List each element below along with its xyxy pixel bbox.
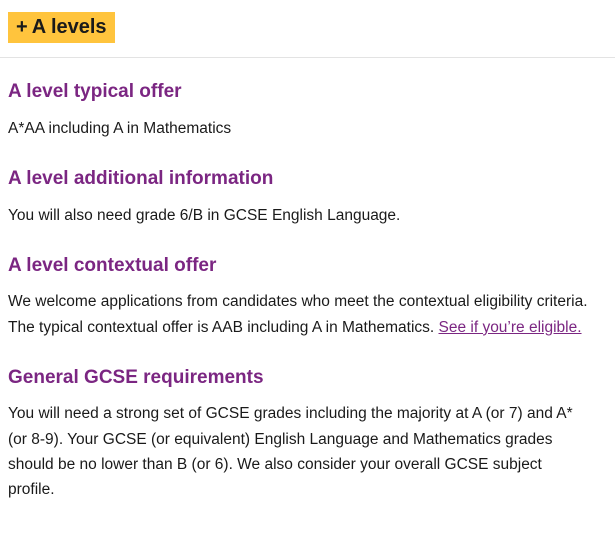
section-body: You will also need grade 6/B in GCSE English Language. <box>8 206 401 224</box>
section-body-text: We welcome applications from candidates who meet the contextual eligibility criteria. The typical contextual offer is AAB including A in Mathematics. <box>8 293 588 336</box>
section-contextual-offer <box>8 254 601 340</box>
accordion-toggle-label: A levels <box>31 16 107 38</box>
eligibility-link[interactable]: See if you’re eligible. <box>438 318 582 336</box>
section-additional-information <box>8 167 601 228</box>
section-title: General GCSE requirements <box>8 366 264 388</box>
section-title: A level additional information <box>8 167 274 189</box>
section-title: A level contextual offer <box>8 254 217 276</box>
section-typical-offer <box>8 80 601 141</box>
section-body <box>8 289 588 339</box>
accordion-header <box>0 0 615 58</box>
section-general-gcse-requirements <box>8 366 601 502</box>
section-title: A level typical offer <box>8 81 182 102</box>
plus-icon: + <box>16 16 28 38</box>
section-body: A*AA including A in Mathematics <box>8 119 232 137</box>
accordion-content <box>0 58 615 502</box>
accordion-toggle-a-levels[interactable] <box>8 12 115 43</box>
section-body: You will need a strong set of GCSE grades including the majority at A (or 7) and A* (or 8-9). Your GCSE (or equivalent) English Language and Mathematics grades should be no lower than B (or 6). We also consider your overall GCSE subject profile. <box>8 405 573 498</box>
